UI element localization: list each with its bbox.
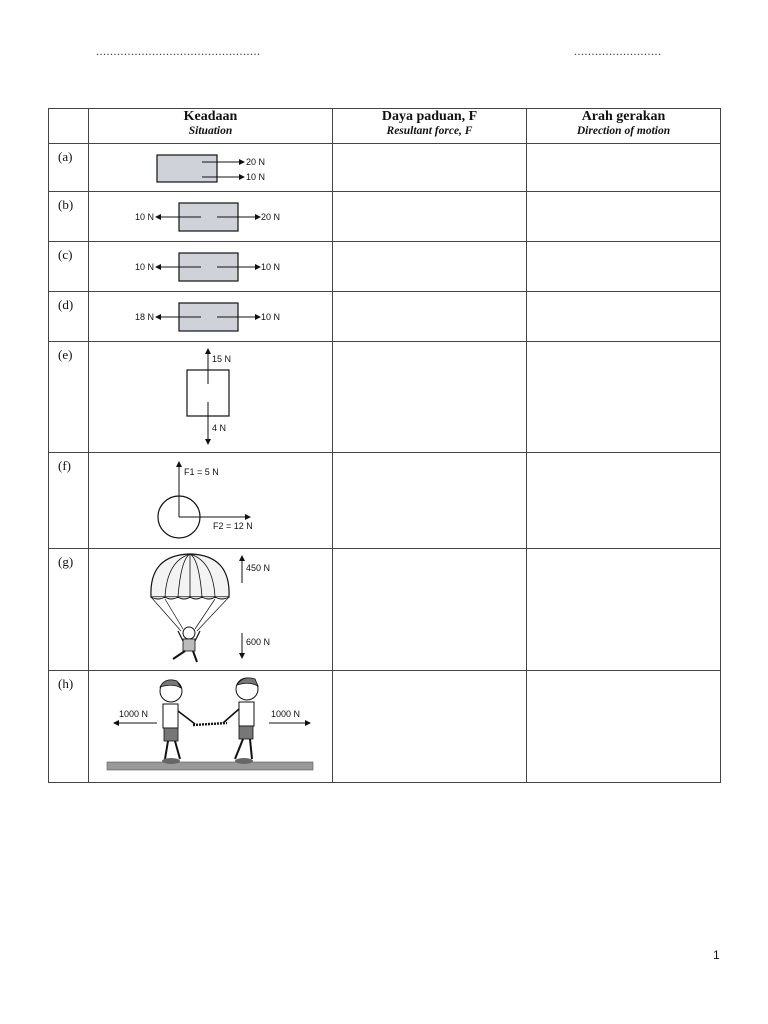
force-label: 10 N: [135, 262, 155, 272]
blank-line-right: .........................: [574, 44, 662, 58]
resultant-force-cell[interactable]: [333, 292, 527, 342]
row-label: (h): [49, 671, 89, 783]
force-label: 4 N: [212, 423, 227, 433]
force-label: 1000 N: [119, 709, 149, 719]
resultant-force-cell[interactable]: [333, 144, 527, 192]
force-label: F1 = 5 N: [184, 467, 219, 477]
direction-cell[interactable]: [527, 144, 721, 192]
table-row: [49, 342, 721, 453]
force-label: 15 N: [212, 354, 232, 364]
direction-cell[interactable]: [527, 671, 721, 783]
direction-cell[interactable]: [527, 192, 721, 242]
force-label: 600 N: [246, 637, 271, 647]
row-label: (b): [49, 192, 89, 242]
row-label: (e): [49, 342, 89, 453]
force-label: 450 N: [246, 563, 271, 573]
table-row: [49, 671, 721, 783]
header-row: [49, 109, 721, 144]
direction-cell[interactable]: [527, 242, 721, 292]
force-label: 10 N: [135, 212, 155, 222]
page-number: 1: [713, 948, 720, 962]
parachutist-illustration: [151, 554, 229, 662]
force-label: F2 = 12 N: [213, 521, 253, 531]
situation-figure-f: [89, 453, 333, 549]
header-resultant-force: Daya paduan, F Resultant force, F: [333, 109, 527, 144]
forces-table: [48, 108, 721, 783]
force-label: 20 N: [261, 212, 281, 222]
direction-cell[interactable]: [527, 292, 721, 342]
situation-figure-h: [89, 671, 333, 783]
force-label: 18 N: [135, 312, 155, 322]
header-label-col: [49, 109, 89, 144]
force-label: 10 N: [261, 262, 281, 272]
table-row: [49, 453, 721, 549]
situation-figure-b: [89, 192, 333, 242]
table-row: [49, 549, 721, 671]
table-row: [49, 192, 721, 242]
blank-line-left: ...............................................: [96, 44, 261, 58]
header-direction: Arah gerakan Direction of motion: [527, 109, 721, 144]
tug-of-war-illustration: [160, 678, 258, 764]
resultant-force-cell[interactable]: [333, 453, 527, 549]
table-row: [49, 242, 721, 292]
force-label: 20 N: [246, 157, 266, 167]
situation-figure-c: [89, 242, 333, 292]
table-row: [49, 292, 721, 342]
situation-figure-e: [89, 342, 333, 453]
direction-cell[interactable]: [527, 453, 721, 549]
row-label: (c): [49, 242, 89, 292]
force-label: 10 N: [246, 172, 266, 182]
resultant-force-cell[interactable]: [333, 242, 527, 292]
situation-figure-g: [89, 549, 333, 671]
force-label: 1000 N: [271, 709, 301, 719]
resultant-force-cell[interactable]: [333, 549, 527, 671]
direction-cell[interactable]: [527, 549, 721, 671]
situation-figure-d: [89, 292, 333, 342]
force-label: 10 N: [261, 312, 281, 322]
resultant-force-cell[interactable]: [333, 342, 527, 453]
row-label: (d): [49, 292, 89, 342]
row-label: (g): [49, 549, 89, 671]
row-label: (f): [49, 453, 89, 549]
row-label: (a): [49, 144, 89, 192]
resultant-force-cell[interactable]: [333, 671, 527, 783]
table-row: [49, 144, 721, 192]
situation-figure-a: [89, 144, 333, 192]
header-situation: Keadaan Situation: [89, 109, 333, 144]
resultant-force-cell[interactable]: [333, 192, 527, 242]
direction-cell[interactable]: [527, 342, 721, 453]
